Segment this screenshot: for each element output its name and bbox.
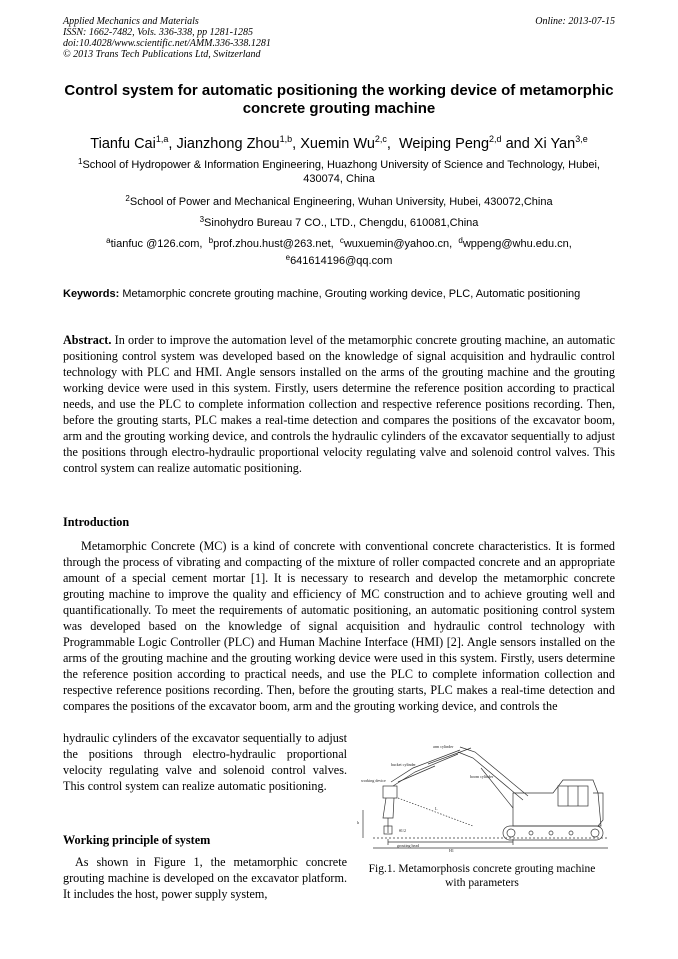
affiliation-sup: 1 bbox=[78, 157, 83, 166]
journal-header bbox=[63, 16, 271, 60]
email: 641614196@qq.com bbox=[290, 255, 393, 267]
affiliation-text: Sinohydro Bureau 7 CO., LTD., Chengdu, 610081,China bbox=[204, 217, 479, 229]
email-sup: a bbox=[106, 236, 111, 245]
email: wppeng@whu.edu.cn, bbox=[462, 238, 572, 250]
abstract bbox=[63, 332, 615, 476]
fig-label-bucket-cylinder: bucket cylinder bbox=[391, 762, 416, 767]
author-name: Xi Yan bbox=[533, 136, 576, 152]
abstract-label: Abstract. bbox=[63, 333, 112, 347]
author-list: Tianfu Cai$^{1,a}$, Jianzhong Zhou$^{1,b}$, Xuemin Wu$^{2,c}$, Weiping Peng$^{2,d}$ and Xi Yan$^{3,e}$ bbox=[90, 134, 588, 152]
keywords-label: Keywords: bbox=[63, 288, 120, 300]
email-sup: b bbox=[208, 236, 214, 245]
abstract-text: In order to improve the automation level of the metamorphic concrete grouting machine, an automatic positioning control system was developed based on the knowledge of signal acquisition and hydraulic control technology with PLC and HMI. Angle sensors installed on the arms of the grouting machine and the grouting working device were used in this system. Firstly, users determine the reference position according to practical needs, and use the PLC to complete information collection and respective reference positions recording. Then, before the grouting starts, PLC makes a real-time detection and compares the positions of the excavator boom, arm and the grouting working device, and controls the hydraulic cylinders of the excavator sequentially to adjust the positions through electro-hydraulic proportional velocity regulating valve and solenoid control valves. This control system can realize automatic positioning. bbox=[63, 333, 615, 475]
fig-label-h: h bbox=[357, 820, 359, 825]
author-name: Tianfu Cai bbox=[90, 136, 156, 152]
author-sup: 1,b bbox=[279, 134, 293, 144]
affiliation-text: School of Hydropower & Information Engineering, Huazhong University of Science and Technology, Hubei, 430074, China bbox=[82, 159, 600, 185]
author-name: Jianzhong Zhou bbox=[176, 136, 280, 152]
doi-line: doi:10.4028/www.scientific.net/AMM.336-338.1281 bbox=[63, 38, 271, 49]
fig-label-grouting-head: grouting head bbox=[397, 843, 420, 848]
copyright-line: © 2013 Trans Tech Publications Ltd, Switzerland bbox=[63, 49, 261, 60]
affiliation bbox=[63, 155, 615, 186]
author-sup: 2,c bbox=[374, 134, 387, 144]
working-principle-paragraph: As shown in Figure 1, the metamorphic concrete grouting machine is developed on the excavator platform. It includes the host, power supply system, bbox=[63, 855, 347, 901]
keywords-text: Metamorphic concrete grouting machine, Grouting working device, PLC, Automatic positioning bbox=[122, 288, 581, 300]
author-sup: 2,d bbox=[489, 134, 502, 144]
fig-label-angle: θ1/2 bbox=[399, 828, 407, 833]
affiliation-text: School of Power and Mechanical Engineering, Wuhan University, Hubei, 430072,China bbox=[129, 196, 553, 208]
author-name: Weiping Peng bbox=[399, 136, 490, 152]
fig-label-h1: H1 bbox=[449, 848, 454, 853]
section-heading-working-principle: Working principle of system bbox=[63, 833, 211, 847]
section-heading-introduction: Introduction bbox=[63, 515, 130, 529]
affiliation-sup: 2 bbox=[125, 194, 130, 203]
fig-label-arm-cylinder: arm cylinder bbox=[433, 744, 454, 749]
email: prof.zhou.hust@263.net, bbox=[213, 238, 334, 250]
fig-label-l: L bbox=[435, 806, 438, 811]
email: wuxuemin@yahoo.cn, bbox=[343, 238, 453, 250]
affiliation-sup: 3 bbox=[199, 215, 205, 224]
affiliation bbox=[63, 192, 615, 209]
email: tianfuc @126.com, bbox=[110, 238, 203, 250]
issn-line: ISSN: 1662-7482, Vols. 336-338, pp 1281-1285 bbox=[63, 27, 253, 38]
author-name: Xuemin Wu bbox=[300, 136, 375, 152]
online-date: Online: 2013-07-15 bbox=[535, 16, 615, 27]
author-sup: 1,a bbox=[155, 134, 169, 144]
email-sup: c bbox=[339, 236, 344, 245]
email-list bbox=[63, 234, 615, 268]
email-sup: d bbox=[458, 236, 463, 245]
introduction-paragraph-continued: hydraulic cylinders of the excavator sequentially to adjust the positions through electro-hydraulic proportional velocity regulating valve and solenoid control valves. This control system can realize automatic positioning. bbox=[63, 731, 347, 793]
journal-name: Applied Mechanics and Materials bbox=[63, 16, 199, 27]
figure-caption: Fig.1. Metamorphosis concrete grouting machine with parameters bbox=[368, 863, 596, 889]
keywords bbox=[63, 288, 615, 301]
author-sup: 3,e bbox=[575, 134, 588, 144]
paper-title: Control system for automatic positioning the working device of metamorphic concrete grouting machine bbox=[64, 82, 614, 117]
fig-label-working-device: working device bbox=[361, 778, 386, 783]
fig-label-boom-cylinder: boom cylinder bbox=[470, 774, 494, 779]
email-sup: e bbox=[285, 253, 291, 262]
affiliation bbox=[63, 213, 615, 230]
introduction-paragraph: Metamorphic Concrete (MC) is a kind of concrete with conventional concrete characteristics. It is formed through the process of vibrating and compacting of the mixture of roller compacted concrete and an appropriate amount of a special cement mortar [1]. It is necessary to research and develop the metamorphic concrete grouting machine to improve the quality and efficiency of MC construction and to achieve grouting well and quantificationally. To meet the requirements of automatic positioning, an automatic positioning control system was developed based on the knowledge of signal acquisition and hydraulic control technology with Programmable Logic Controller (PLC) and Human Machine Interface (HMI) [2]. Angle sensors installed on the arms of the grouting machine and the grouting working device were used in this system. Firstly, users determine the reference position according to practical needs, and use the PLC to complete information collection and respective reference positions recording. Then, before the grouting starts, PLC makes a real-time detection and compares the positions of the excavator boom, arm and the grouting working device, and controls the bbox=[63, 539, 615, 713]
figure-grouting-machine bbox=[353, 738, 615, 853]
